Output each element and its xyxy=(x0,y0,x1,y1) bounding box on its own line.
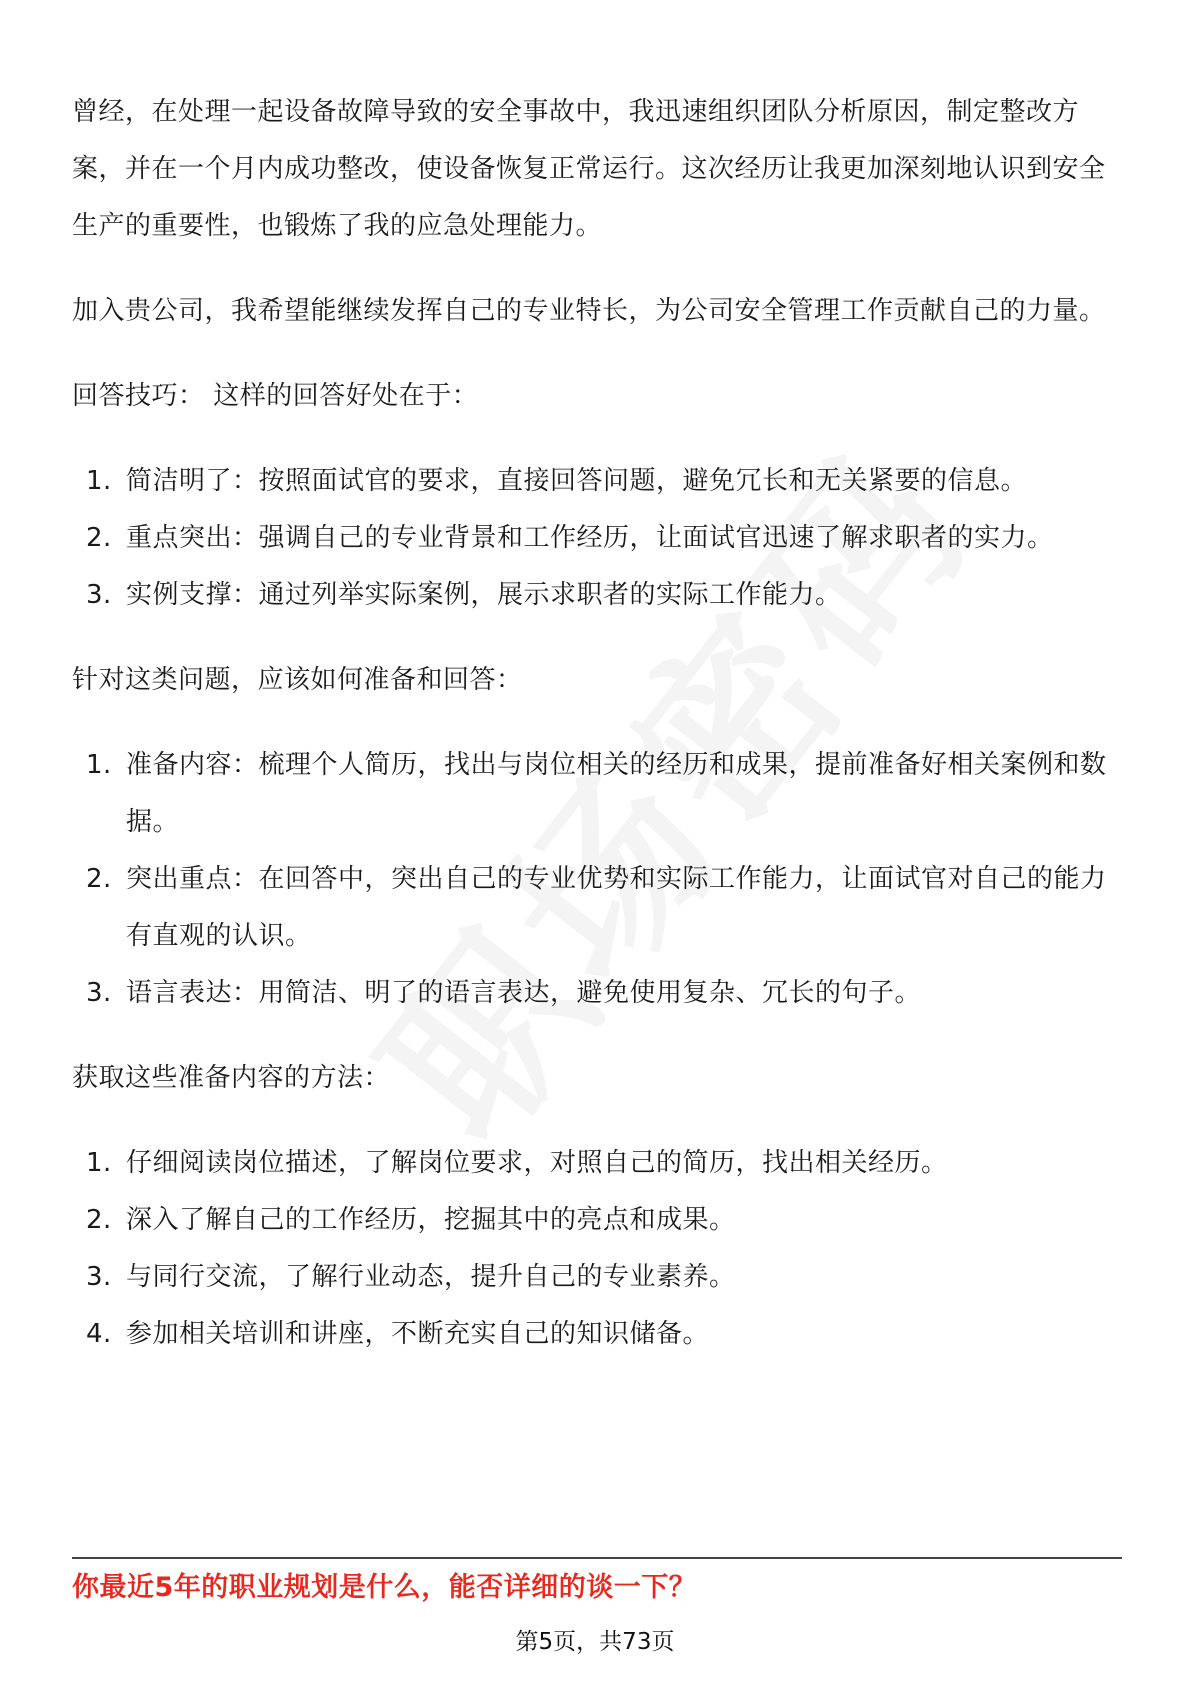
section-divider xyxy=(72,1557,1122,1559)
list-item xyxy=(72,567,1122,624)
list-number: 3. xyxy=(86,580,112,610)
paragraph-experience: 曾经，在处理一起设备故障导致的安全事故中，我迅速组织团队分析原因，制定整改方案，并在一个月内成功整改，使设备恢复正常运行。这次经历让我更加深刻地认识到安全生产的重要性，也锻炼了我的应急处理能力。 xyxy=(72,97,1106,241)
prepare-list xyxy=(72,737,1122,1022)
page-number-footer: 第5页，共73页 xyxy=(515,1629,675,1655)
list-text: 仔细阅读岗位描述，了解岗位要求，对照自己的简历，找出相关经历。 xyxy=(126,1148,948,1178)
list-number: 1. xyxy=(86,466,112,496)
list-item xyxy=(72,510,1122,567)
section-heading-prepare: 针对这类问题，应该如何准备和回答： xyxy=(72,665,523,695)
list-item xyxy=(72,965,1122,1022)
section-heading-methods: 获取这些准备内容的方法： xyxy=(72,1063,391,1093)
list-number: 3. xyxy=(86,978,112,1008)
list-item xyxy=(72,1135,1122,1192)
list-text: 简洁明了：按照面试官的要求，直接回答问题，避免冗长和无关紧要的信息。 xyxy=(126,466,1028,496)
tips-list xyxy=(72,453,1122,624)
list-item xyxy=(72,1192,1122,1249)
list-text: 参加相关培训和讲座，不断充实自己的知识储备。 xyxy=(126,1319,710,1349)
list-item xyxy=(72,1306,1122,1363)
list-number: 3. xyxy=(86,1262,112,1292)
list-number: 2. xyxy=(86,1205,112,1235)
list-text: 准备内容：梳理个人简历，找出与岗位相关的经历和成果，提前准备好相关案例和数据。 xyxy=(126,750,1107,837)
list-item xyxy=(72,737,1122,851)
list-text: 与同行交流，了解行业动态，提升自己的专业素养。 xyxy=(126,1262,736,1292)
list-item xyxy=(72,453,1122,510)
list-text: 实例支撑：通过列举实际案例，展示求职者的实际工作能力。 xyxy=(126,580,842,610)
list-number: 1. xyxy=(86,1148,112,1178)
list-item xyxy=(72,851,1122,965)
list-number: 4. xyxy=(86,1319,112,1349)
list-number: 1. xyxy=(86,750,112,780)
list-text: 突出重点：在回答中，突出自己的专业优势和实际工作能力，让面试官对自己的能力有直观的认识。 xyxy=(126,864,1107,951)
next-question-heading: 你最近5年的职业规划是什么，能否详细的谈一下？ xyxy=(72,1572,697,1603)
list-text: 重点突出：强调自己的专业背景和工作经历，让面试官迅速了解求职者的实力。 xyxy=(126,523,1054,553)
list-number: 2. xyxy=(86,523,112,553)
paragraph-goal: 加入贵公司，我希望能继续发挥自己的专业特长，为公司安全管理工作贡献自己的力量。 xyxy=(72,296,1106,326)
document-body xyxy=(72,84,1122,1391)
list-text: 语言表达：用简洁、明了的语言表达，避免使用复杂、冗长的句子。 xyxy=(126,978,922,1008)
list-item xyxy=(72,1249,1122,1306)
methods-list xyxy=(72,1135,1122,1363)
list-text: 深入了解自己的工作经历，挖掘其中的亮点和成果。 xyxy=(126,1205,736,1235)
list-number: 2. xyxy=(86,864,112,894)
section-heading-tips: 回答技巧： 这样的回答好处在于： xyxy=(72,381,479,411)
